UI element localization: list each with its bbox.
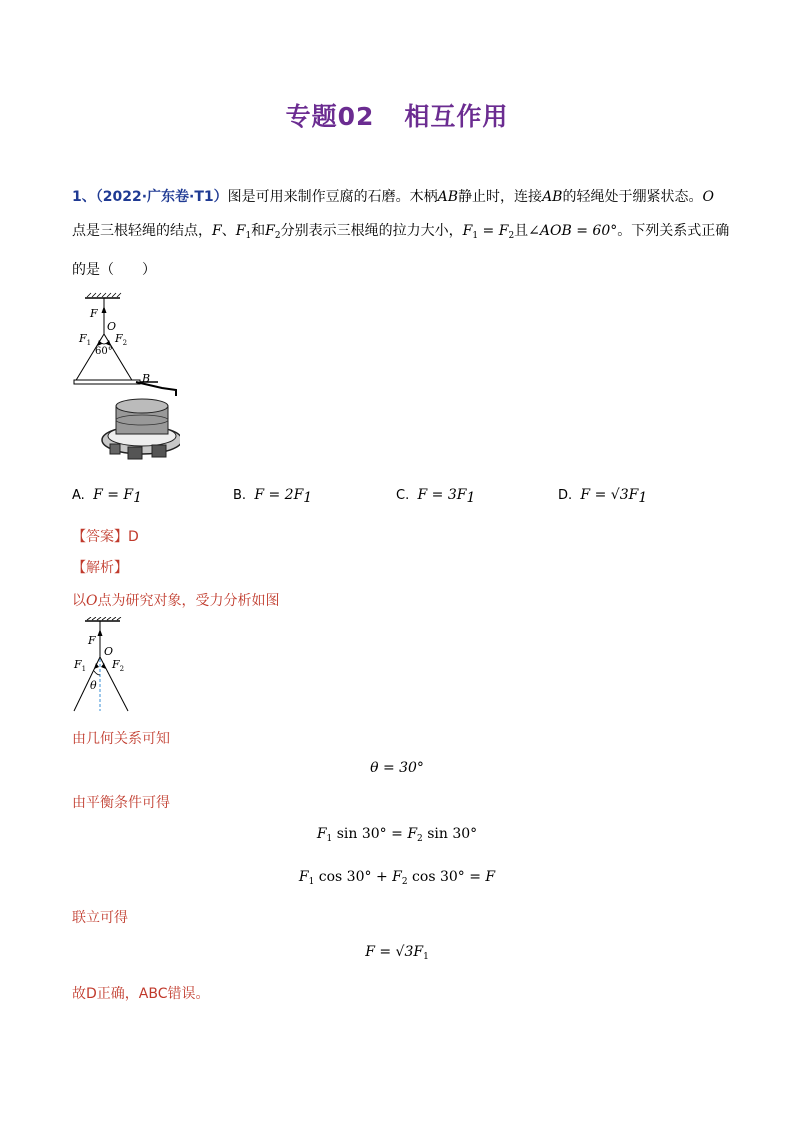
label-f: F [90,307,98,320]
title-main: 专题02 [285,102,375,131]
equation-theta: θ = 30° [370,760,424,776]
angle-expr: ∠AOB = 60° [528,223,618,239]
label-f1: $F_1$ [79,332,92,347]
label-theta: θ [90,679,97,692]
answer-value: D [128,529,139,545]
question-text-part: 、 [221,223,236,239]
analysis-intro: 以O点为研究对象，受力分析如图 [72,593,280,609]
question-text-part: 且 [514,223,529,239]
page-title [0,97,794,133]
var-f: F [212,223,222,239]
label-f2: $F_2$ [115,332,128,347]
eq-f1-f2: $F_1 = F_2$ [462,223,515,241]
analysis-label: 【解析】 [72,560,128,576]
combine-text: 联立可得 [72,910,128,926]
label-f: F [88,634,96,647]
label-f1: $F_1$ [74,658,87,673]
var-ab: AB [437,189,459,205]
option-d[interactable]: D. F = √3F1 [558,487,648,506]
stone-mill-figure [70,292,180,467]
option-b[interactable]: B. F = 2F1 [233,487,313,506]
question-text-part: 点是三根轻绳的结点， [72,223,212,239]
equation-2: $F_1$ $\cos 30^\circ + F_2$ cos 30° = F [298,869,496,887]
question-source: （2022·广东卷·T1） [95,189,228,205]
question-text-part: 的是（ ） [72,262,156,278]
title-topic: 相互作用 [404,102,509,131]
label-o: O [107,320,117,333]
conclusion-text: 故D正确，ABC错误。 [72,986,210,1002]
label-angle: 60° [95,346,113,357]
equation-final: $F = √3F_1$ [365,944,429,962]
question-number: 1、 [72,189,96,205]
question-text [72,180,732,287]
var-o: O [702,189,714,205]
answer-line [72,526,139,546]
var-ab: AB [542,189,563,205]
question-text-part: 的轻绳处于绷紧状态。 [562,189,703,205]
answer-label: 【答案】 [72,529,128,545]
question-text-part: 静止时，连接 [458,189,543,205]
balance-text: 由平衡条件可得 [72,795,170,811]
equation-1: $F_1$ $\sin 30^\circ = F_2$ sin 30° [316,826,478,844]
question-text-part: 和 [251,223,266,239]
geometry-text: 由几何关系可知 [72,731,170,747]
label-f2: $F_2$ [112,658,125,673]
label-o: O [104,645,114,658]
var-f2: $F_2$ [265,223,281,241]
option-c[interactable]: C. F = 3F1 [396,487,476,506]
option-a[interactable]: A. F = F1 [72,487,143,506]
question-text-part: 图是可用来制作豆腐的石磨。木柄 [227,189,438,205]
question-text-part: 分别表示三根绳的拉力大小， [280,223,463,239]
label-b: B [142,372,151,385]
force-analysis-figure [70,617,160,713]
question-text-part: 。下列关系式正确 [617,223,730,239]
var-f1: $F_1$ [235,223,252,241]
